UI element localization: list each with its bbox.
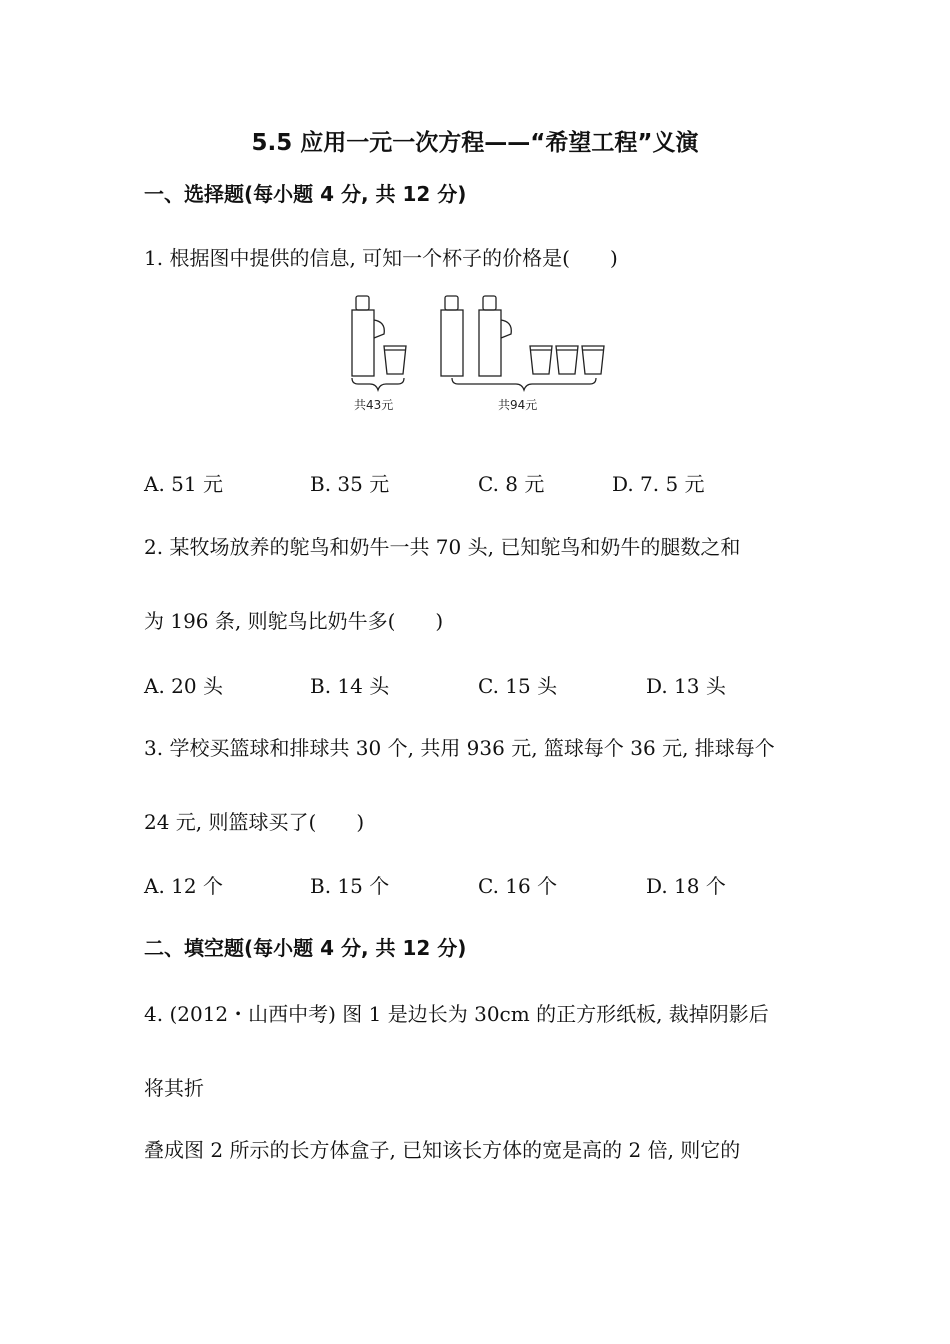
cup-icon	[556, 346, 578, 374]
question-3-stem-line-1: 3. 学校买篮球和排球共 30 个, 共用 936 元, 篮球每个 36 元, 排球每个	[144, 736, 775, 760]
question-3-option-d[interactable]: D. 18 个	[646, 874, 726, 898]
figure-label-left: 共43元	[354, 398, 394, 412]
question-2-option-a[interactable]: A. 20 头	[144, 674, 223, 698]
question-2-stem-line-1: 2. 某牧场放养的鸵鸟和奶牛一共 70 头, 已知鸵鸟和奶牛的腿数之和	[144, 535, 741, 559]
brace-left	[352, 378, 404, 390]
question-1-stem: 1. 根据图中提供的信息, 可知一个杯子的价格是( )	[144, 246, 618, 270]
question-4-stem-line-1: 4. (2012・山西中考) 图 1 是边长为 30cm 的正方形纸板, 裁掉阴影后	[144, 1002, 769, 1026]
brace-right	[452, 378, 596, 390]
question-4-stem-line-3: 叠成图 2 所示的长方体盒子, 已知该长方体的宽是高的 2 倍, 则它的	[144, 1138, 741, 1162]
question-3-stem-line-2: 24 元, 则篮球买了( )	[144, 810, 365, 834]
question-2-option-d[interactable]: D. 13 头	[646, 674, 726, 698]
thermos-icon	[441, 296, 463, 376]
question-2-stem-line-2: 为 196 条, 则鸵鸟比奶牛多( )	[144, 609, 444, 633]
question-3-option-a[interactable]: A. 12 个	[144, 874, 223, 898]
question-1-figure	[340, 288, 620, 418]
figure-label-right: 共94元	[498, 398, 538, 412]
cup-icon	[384, 346, 406, 374]
question-2-option-b[interactable]: B. 14 头	[310, 674, 390, 698]
page-title: 5.5 应用一元一次方程——“希望工程”义演	[251, 130, 699, 156]
question-3-option-b[interactable]: B. 15 个	[310, 874, 390, 898]
question-3-option-c[interactable]: C. 16 个	[478, 874, 558, 898]
question-1-option-c[interactable]: C. 8 元	[478, 472, 545, 496]
section-heading-choice: 一、选择题(每小题 4 分, 共 12 分)	[144, 182, 467, 206]
cup-icon	[582, 346, 604, 374]
question-2-option-c[interactable]: C. 15 头	[478, 674, 558, 698]
section-heading-fill-blank: 二、填空题(每小题 4 分, 共 12 分)	[144, 936, 467, 960]
question-1-option-b[interactable]: B. 35 元	[310, 472, 390, 496]
question-1-option-a[interactable]: A. 51 元	[144, 472, 223, 496]
thermos-icon	[479, 296, 511, 376]
question-1-option-d[interactable]: D. 7. 5 元	[612, 472, 705, 496]
cup-icon	[530, 346, 552, 374]
thermos-icon	[352, 296, 384, 376]
question-4-stem-line-2: 将其折	[144, 1076, 204, 1100]
